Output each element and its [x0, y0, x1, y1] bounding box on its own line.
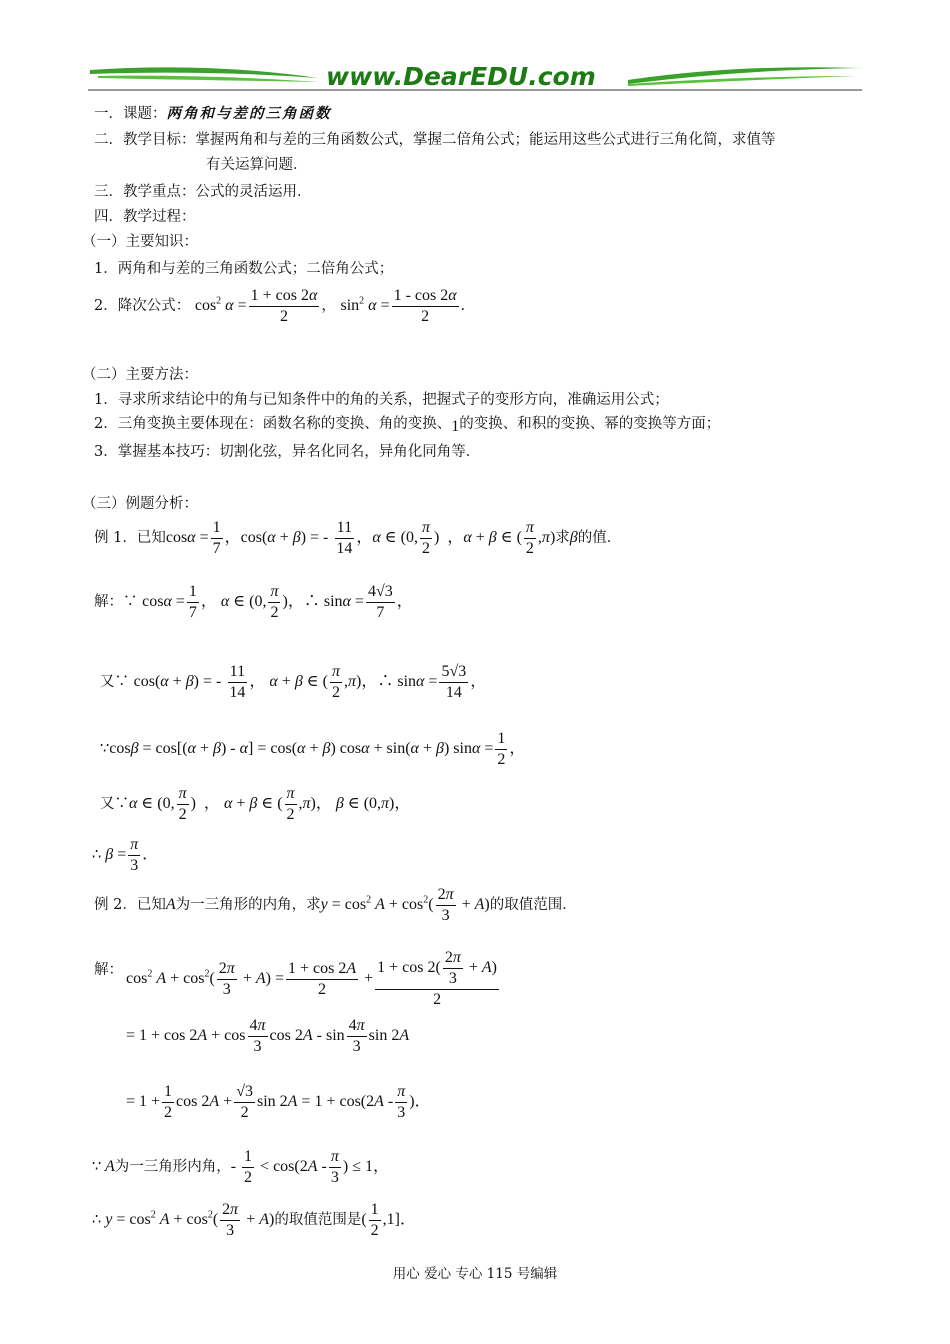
knowledge-item-1: 1．两角和与差的三角函数公式；二倍角公式； — [94, 261, 394, 277]
lesson-title: 两角和与差的三角函数 — [166, 105, 332, 122]
example-2-solution-line-1: $\cos^2 A + \cos^2$( $\frac{2\pi}{3}$ + A) = $\frac{1 + \cos 2A}{2}$ + 1 + cos 2( $\frac{2\pi}{3}$ + A) 2 — [126, 949, 497, 1008]
knowledge-heading: （一）主要知识： — [82, 234, 198, 250]
examples-heading: （三）例题分析： — [82, 496, 198, 512]
example-2-solution-label: 解： — [94, 962, 123, 978]
section-1 — [94, 104, 332, 124]
example-1-solution-line-1: 解：∵ cosα = $\frac{1}{7}$ ， α ∈ (0, $\frac{\pi}{2}$ )，∴ sinα = $\frac{4√3}{7}$ ， — [94, 583, 413, 621]
section-3: 三．教学重点：公式的灵活运用． — [94, 184, 312, 200]
section-2-line-2: 有关运算问题． — [206, 157, 308, 173]
section-1-label: 一．课题： — [94, 106, 167, 122]
example-2-statement: 例 2．已知A为一三角形的内角，求$y = \cos^2 A + \cos^2$( $\frac{2\pi}{3}$ + A)的取值范围． — [94, 886, 577, 924]
section-4: 四．教学过程： — [94, 209, 196, 225]
example-1-solution-line-2: 又∵ cos(α + β) = - $\frac{11}{14}$ ， α + β ∈ ( $\frac{\pi}{2}$ ,π)，∴ sinα = $\frac{5√3}{14}$ ， — [100, 663, 487, 701]
example-2-solution-line-3: = 1 + $\frac{1}{2}$ cos 2A + $\frac{√3}{2}$ sin 2A = 1 + cos(2A - $\frac{\pi}{3}$ )． — [126, 1083, 431, 1121]
knowledge-item-2-label: 2．降次公式： — [94, 298, 191, 315]
page-footer: 用心 爱心 专心 115 号编辑 — [392, 1266, 558, 1282]
sin-square-formula: $\sin^2 \alpha$ = $\frac{1 - \cos 2\alpha}{2}$ — [340, 287, 457, 325]
section-2-line-1: 二．教学目标：掌握两角和与差的三角函数公式，掌握二倍角公式；能运用这些公式进行三角化简，求值等 — [94, 132, 776, 148]
method-item-3: 3．掌握基本技巧：切割化弦，异名化同名，异角化同角等． — [94, 444, 481, 460]
example-1-solution-line-4: 又∵α ∈ (0, $\frac{\pi}{2}$ ) ， α + β ∈ ( $\frac{\pi}{2}$ ,π)， β ∈ (0,π)， — [100, 785, 411, 823]
site-logo: www.DearEDU.com — [326, 62, 596, 91]
example-1-answer: ∴ β = $\frac{\pi}{3}$ ． — [92, 836, 159, 874]
example-2-answer: ∴ $y = \cos^2 A + \cos^2$( $\frac{2\pi}{3}$ + A)的取值范围是( $\frac{1}{2}$ ,1]． — [92, 1201, 416, 1239]
knowledge-item-2: 2．降次公式： $\cos^2 \alpha$ = $\frac{1 + \cos 2\alpha}{2}$ ， $\sin^2 \alpha$ = $\frac{1 - \cos 2\alpha}{2}$ ． — [94, 287, 476, 325]
example-2-solution-line-2: = 1 + cos 2A + cos $\frac{4\pi}{3}$ cos 2A - sin $\frac{4\pi}{3}$ sin 2A — [126, 1017, 410, 1055]
example-1-solution-line-3: ∵cosβ = cos[(α + β) - α] = cos(α + β) cosα + sin(α + β) sinα = $\frac{1}{2}$ ， — [100, 730, 526, 768]
method-item-2: 2．三角变换主要体现在：函数名称的变换、角的变换、1的变换、和积的变换、幂的变换等方面； — [94, 416, 721, 435]
example-1-statement: 例 1．已知cosα = $\frac{1}{7}$ ，cos(α + β) = - $\frac{11}{14}$ ，α ∈ (0, $\frac{\pi}{2}$ ) ，α + β ∈ ( $\frac{\pi}{2}$ ,π)求β的值． — [94, 519, 622, 557]
method-heading: （二）主要方法： — [82, 367, 198, 383]
example-2-solution-line-4: ∵ A为一三角形内角，- $\frac{1}{2}$ < cos(2A - $\frac{\pi}{3}$ ) ≤ 1， — [92, 1148, 389, 1186]
cos-square-formula: $\cos^2 \alpha$ = $\frac{1 + \cos 2\alpha}{2}$ — [194, 287, 318, 325]
left-swoosh-low-icon — [98, 76, 320, 82]
right-swoosh-icon — [628, 67, 860, 84]
method-item-1: 1．寻求所求结论中的角与已知条件中的角的关系，把握式子的变形方向，准确运用公式； — [94, 392, 669, 408]
